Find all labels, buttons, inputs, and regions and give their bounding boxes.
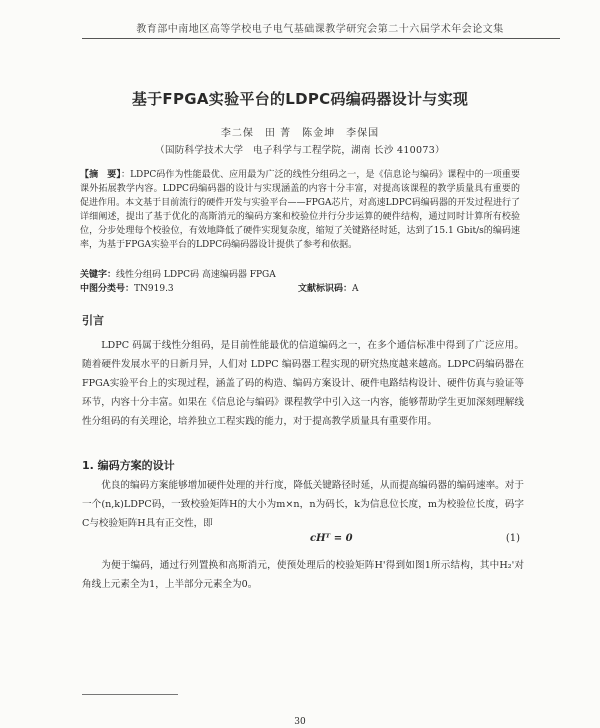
page-number: 30 bbox=[294, 717, 306, 727]
authors: 李二保 田 菁 陈金坤 李保国 bbox=[220, 128, 380, 139]
abstract-label: 【摘 要】 bbox=[80, 170, 121, 180]
section-encoding-paragraph-1: 优良的编码方案能够增加硬件处理的并行度，降低关键路径时延，从而提高编码器的编码速率。对于一个(n,k)LDPC码，一致校验矩阵H的大小为m×n，n为码长，k为信息位长度，m为校验位长度，码字C与校验矩阵H具有正交性，即 bbox=[82, 480, 524, 529]
section-heading-encoding: 1. 编码方案的设计 bbox=[82, 459, 175, 472]
document-code-value: A bbox=[352, 284, 359, 294]
footnote-rule bbox=[82, 694, 178, 695]
document-code-label: 文献标识码： bbox=[298, 284, 353, 294]
equation-expression: cHᵀ = 0 bbox=[310, 533, 353, 544]
section-heading-intro: 引言 bbox=[82, 314, 104, 327]
document-code bbox=[298, 282, 359, 296]
keywords-text: 线性分组码 LDPC码 高速编码器 FPGA bbox=[116, 270, 276, 280]
keywords bbox=[80, 268, 520, 282]
section-encoding-paragraph-2: 为便于编码，通过行列置换和高斯消元，使预处理后的校验矩阵H'得到如图1所示结构，其中H₂'对角线上元素全为1，上半部分元素全为0。 bbox=[82, 560, 524, 590]
abstract bbox=[80, 168, 520, 252]
header-rule bbox=[82, 38, 560, 39]
abstract-text: ：LDPC码作为性能最优、应用最为广泛的线性分组码之一，是《信息论与编码》课程中的一项重要课外拓展教学内容。LDPC码编码器的设计与实现涵盖的内容十分丰富，对提高该课程的教学质量具有重要的促进作用。本文基于目前流行的硬件开发与实验平台——FPGA芯片，对高速LDPC码编码器的开发过程进行了详细阐述，提出了基于优化的高斯消元的编码方案和校验位并行分步运算的硬件结构，通过同时计算所有校验位，分步处理每个校验位，有效地降低了硬件实现复杂度，缩短了关键路径时延，达到了15.1 Gbit/s的编码速率，为基于FPGA实验平台的LDPC码编码器设计提供了参考和依据。 bbox=[80, 170, 520, 250]
section-intro-paragraph: LDPC 码属于线性分组码，是目前性能最优的信道编码之一，在多个通信标准中得到了广泛应用。随着硬件发展水平的日新月异，人们对 LDPC 编码器工程实现的研究热度越来越高。LDPC码编码器在FPGA实验平台上的实现过程，涵盖了码的构造、编码方案设计、硬件电路结构设计、硬件仿真与验证等环节，内容十分丰富。如果在《信息论与编码》课程教学中引入这一内容，能够帮助学生更加深刻理解线性分组码的有关理论，培养独立工程实践的能力，对于提高教学质量具有重要作用。 bbox=[82, 340, 524, 427]
keywords-label: 关键字： bbox=[80, 270, 117, 280]
running-header: 教育部中南地区高等学校电子电气基础课教学研究会第二十六届学术年会论文集 bbox=[136, 24, 504, 35]
equation-number: (1) bbox=[505, 533, 520, 544]
affiliation: （国防科学技术大学 电子科学与工程学院，湖南 长沙 410073） bbox=[155, 145, 445, 156]
classification-value: TN919.3 bbox=[134, 284, 174, 294]
classification bbox=[80, 282, 520, 296]
equation-1 bbox=[82, 533, 524, 549]
classification-label: 中图分类号： bbox=[80, 284, 135, 294]
paper-title: 基于FPGA实验平台的LDPC码编码器设计与实现 bbox=[131, 90, 469, 108]
